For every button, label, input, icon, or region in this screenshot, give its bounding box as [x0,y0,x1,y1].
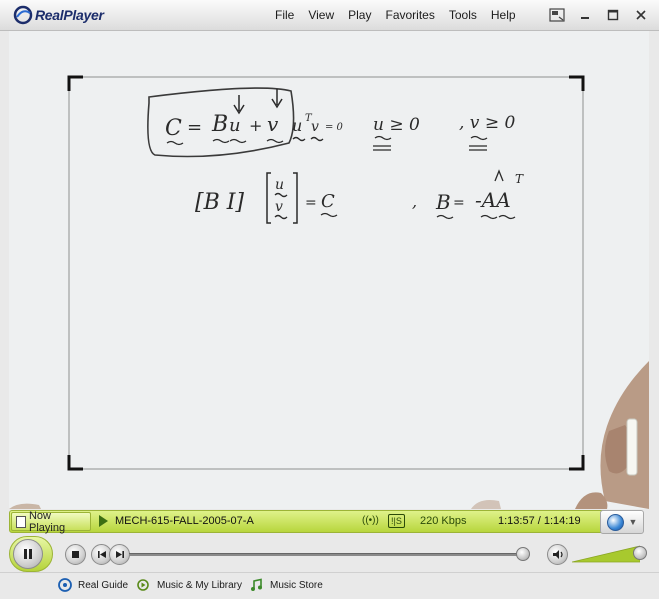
eq1-C: C [165,116,182,141]
eq2-vec-u: u [275,177,285,193]
real-guide-label: Real Guide [78,579,129,591]
stop-button[interactable] [65,544,86,565]
window-controls [548,6,650,24]
music-note-icon [250,578,264,592]
real-guide-icon [58,578,72,592]
app-name: RealPlayer [35,7,104,23]
volume-slider[interactable] [572,544,640,564]
music-store-link[interactable] [250,578,323,592]
eq1-u: u [229,115,241,136]
eq2-rhs-T: T [515,172,524,186]
menu-bar [275,8,530,22]
menu-play[interactable]: Play [348,8,372,22]
maximize-button[interactable] [604,6,622,24]
stop-icon [71,550,80,559]
speaker-icon [552,549,564,560]
eq1-uTv-cond: = 0 [325,122,343,133]
now-playing-button[interactable] [11,509,91,534]
eq1-uTv-v: v [311,119,319,135]
clip-title: MECH-615-FALL-2005-07-A [115,515,254,527]
eq2-B: B [436,190,451,214]
video-display[interactable] [9,31,649,509]
maximize-icon [607,9,619,21]
volume-thumb[interactable] [633,546,647,560]
time-readout: 1:13:57 / 1:14:19 [498,515,581,527]
minimize-icon [579,9,591,21]
eq1-uTv-u: u [292,116,303,135]
eq1-u-nonneg: u ≥ 0 [373,115,420,135]
eq2-comma: , [412,192,418,211]
menu-file[interactable]: File [275,8,295,22]
eq2-equals: = [305,195,317,211]
next-button[interactable] [109,544,130,565]
menu-tools[interactable]: Tools [448,8,477,22]
mute-button[interactable] [547,544,568,565]
seek-bar[interactable] [129,553,529,556]
whiteboard-frame [9,31,649,509]
eq1-uTv-T: T [305,113,312,124]
minimize-button[interactable] [576,6,594,24]
mini-mode-button[interactable] [548,6,566,24]
browser-toggle-button[interactable] [600,510,644,534]
realplayer-swirl-icon [13,5,33,25]
music-library-link[interactable] [137,578,242,592]
menu-help[interactable]: Help [490,8,516,22]
eq2-rhs-AA: -AA [475,188,511,212]
music-library-label: Music & My Library [157,579,243,591]
skip-back-icon [97,550,107,559]
pause-button[interactable] [13,539,43,569]
eq1-equals: = [187,117,203,138]
realplayer-logo [13,4,104,26]
real-guide-link[interactable] [58,578,128,592]
eq2-C: C [321,191,335,212]
chevron-down-icon: ▼ [628,517,638,527]
eq1-v: v [267,112,279,136]
eq2-matrix-BI: [B I] [195,190,245,215]
menu-favorites[interactable]: Favorites [385,8,435,22]
now-playing-label: Now Playing [28,509,66,534]
signal-indicator-icon: ((•)) [362,515,379,526]
eq2-equals-2: = [453,195,465,211]
playing-indicator-icon [99,515,108,527]
eq1-v-nonneg: , v ≥ 0 [459,113,516,133]
menu-view[interactable]: View [308,8,335,22]
eq2-vec-v: v [275,199,283,215]
music-store-label: Music Store [270,579,323,591]
bottom-bar [0,572,659,599]
now-playing-icon [16,516,26,528]
seek-thumb[interactable] [516,547,530,561]
bitrate: 220 Kbps [420,515,467,527]
eq1-plus: + [249,116,263,135]
transport-controls [9,536,649,572]
library-icon [137,578,151,592]
pause-icon [22,548,34,560]
skip-forward-icon [115,550,125,559]
buffer-indicator: !|S [388,514,405,528]
close-icon [635,9,647,21]
status-bar [9,510,636,533]
close-button[interactable] [632,6,650,24]
mini-mode-icon [549,8,565,22]
eq1-B: B [212,112,229,137]
globe-icon [607,514,624,531]
title-bar [0,0,659,31]
